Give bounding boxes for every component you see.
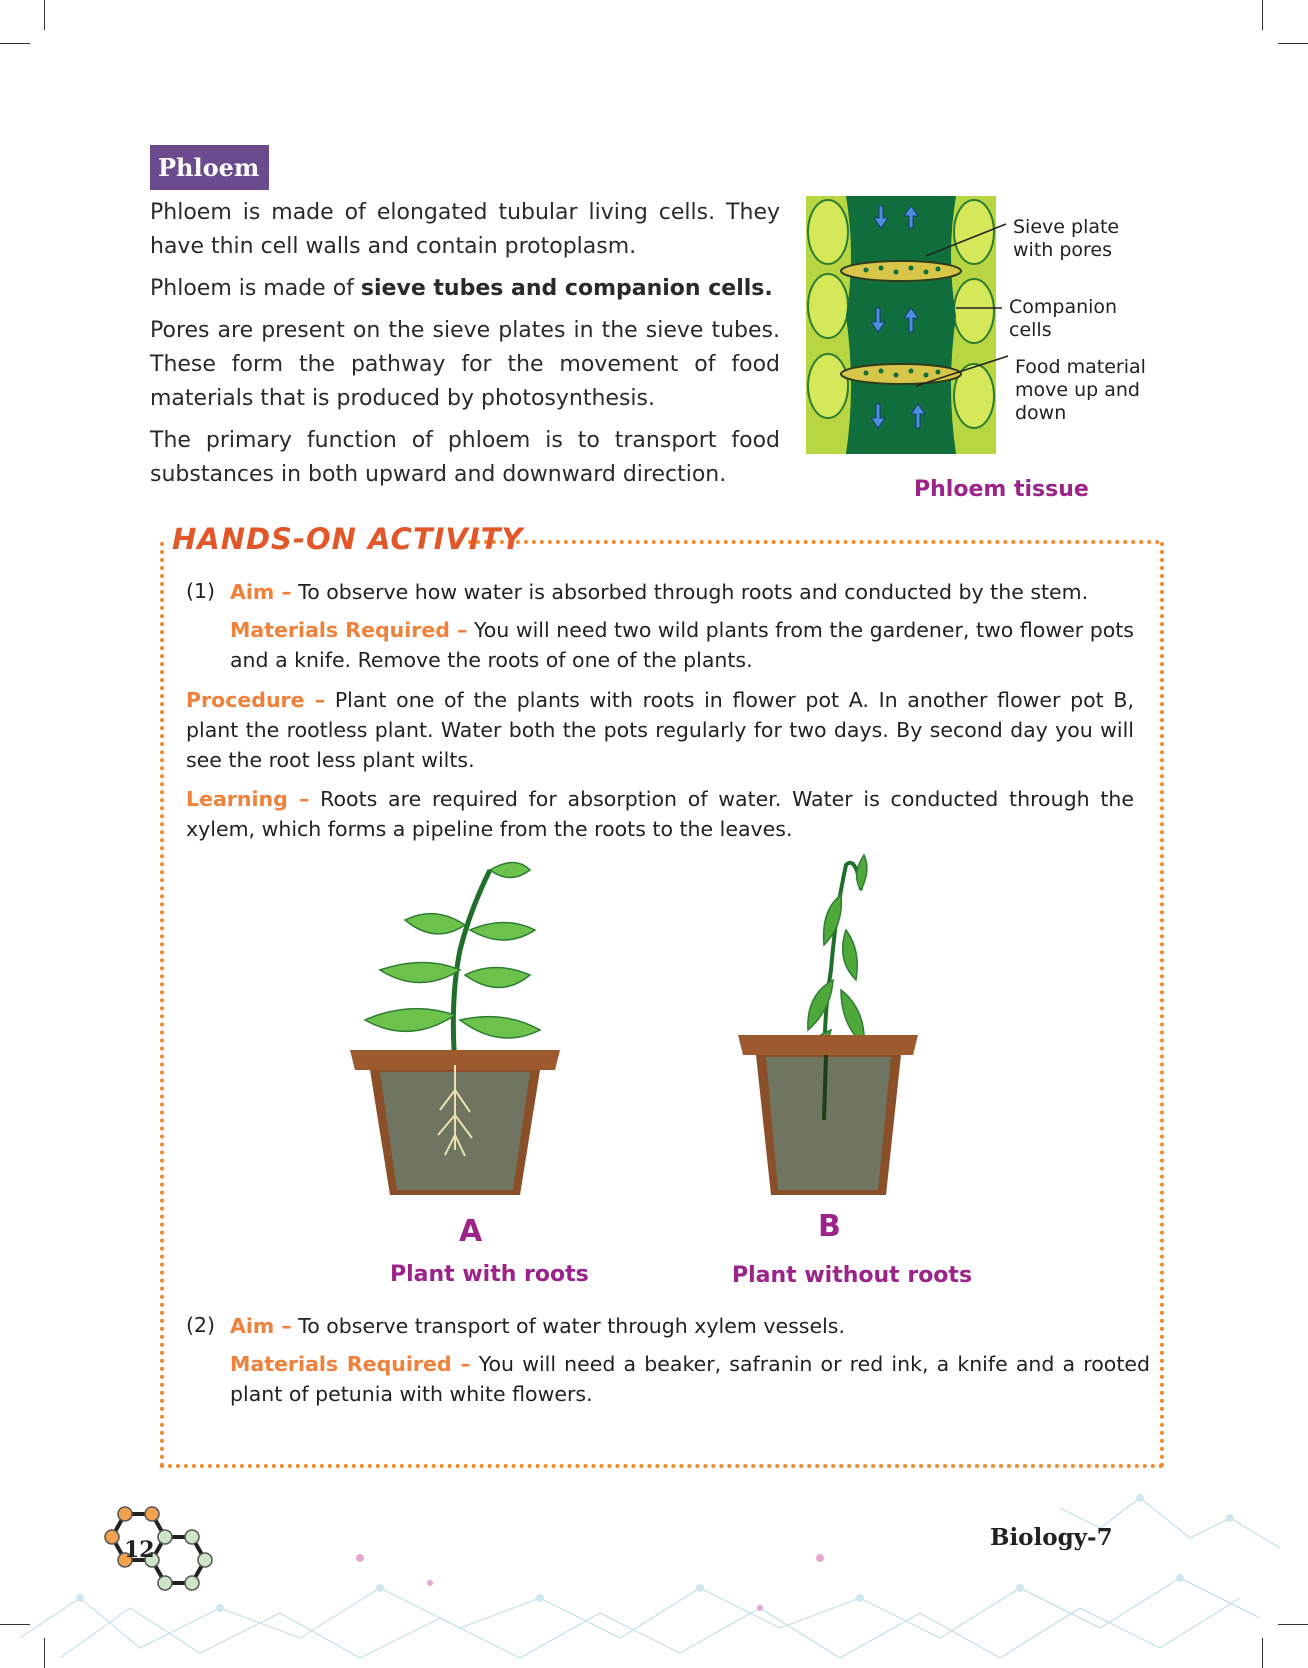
plant-a-illustration: [340, 850, 580, 1200]
intro-paragraph-2: [150, 272, 780, 306]
intro-p2-bold: sieve tubes and companion cells.: [360, 276, 773, 301]
label-sieve-plate: [1013, 216, 1119, 262]
label-food-line3: down: [1015, 402, 1067, 424]
intro-paragraph-4: The primary function of phloem is to transport food substances in both upward and downward direction.: [150, 428, 780, 487]
aim-text: To observe how water is absorbed through roots and conducted by the stem.: [291, 580, 1089, 604]
crop-mark: [44, 0, 45, 30]
phloem-diagram: [806, 196, 996, 454]
intro-paragraph-3: Pores are present on the sieve plates in the sieve tubes. These form the pathway for the movement of food materials that is produced by photosynthesis.: [150, 318, 780, 411]
activity-title: HANDS-ON ACTIVITY: [172, 522, 524, 556]
aim-label: Aim –: [230, 580, 292, 604]
section-title: Phloem: [150, 145, 269, 190]
learning-label: Learning –: [186, 787, 310, 811]
label-food-material: [1015, 356, 1146, 425]
item-2-materials: [230, 1349, 1150, 1409]
crop-mark: [1278, 43, 1308, 44]
plant-b-caption: Plant without roots: [732, 1263, 973, 1288]
label-companion-line1: Companion: [1009, 296, 1118, 318]
intro-paragraph-1: Phloem is made of elongated tubular living cells. They have thin cell walls and contain protoplasm.: [150, 200, 780, 259]
item-1-procedure: [186, 685, 1134, 775]
book-title: [990, 1524, 1113, 1551]
crop-mark: [0, 43, 30, 44]
book-number: 7: [1096, 1524, 1113, 1551]
materials-text: You will need two wild plants from the gardener, two flower pots and a knife. Remove the roots of one of the plants.: [230, 618, 1134, 672]
item-1-learning: [186, 784, 1134, 844]
learning-text: Roots are required for absorption of water. Water is conducted through the xylem, which forms a pipeline from the roots to the leaves.: [186, 787, 1134, 841]
plant-a-caption: Plant with roots: [390, 1262, 589, 1287]
label-companion-cells: [1009, 296, 1117, 342]
page-number: 12: [124, 1537, 155, 1563]
procedure-text: Plant one of the plants with roots in flower pot A. In another flower pot B, plant the rootless plant. Water both the pots regularly for two days. By second day you will see the root less plant wilts.: [186, 688, 1134, 772]
item-2-number: (2): [186, 1313, 216, 1337]
aim-text: To observe transport of water through xylem vessels.: [291, 1314, 845, 1338]
label-food-line2: move up and: [1015, 379, 1140, 401]
label-sieve-line1: Sieve plate: [1013, 216, 1120, 238]
procedure-label: Procedure –: [186, 688, 326, 712]
intro-text: [150, 196, 780, 500]
page-number-badge: [90, 1502, 240, 1612]
phloem-caption: Phloem tissue: [914, 477, 1089, 502]
item-1-materials: [230, 615, 1134, 675]
materials-label: Materials Required –: [230, 618, 468, 642]
item-2-aim: [230, 1311, 1134, 1341]
item-1-number: (1): [186, 579, 216, 603]
phloem-figure: [806, 196, 1206, 506]
label-sieve-line2: with pores: [1013, 239, 1113, 261]
intro-p2-text: Phloem is made of: [150, 276, 361, 301]
label-food-line1: Food material: [1015, 356, 1146, 378]
crop-mark: [1262, 0, 1263, 30]
book-title-text: Biology-: [990, 1524, 1097, 1551]
plant-b-illustration: [736, 850, 936, 1200]
plant-a-letter: A: [459, 1214, 483, 1249]
plant-b-letter: B: [818, 1209, 841, 1244]
materials-label: Materials Required –: [230, 1352, 471, 1376]
activity-top-border: [468, 540, 1160, 544]
materials-text: You will need a beaker, safranin or red ink, a knife and a rooted plant of petunia with white flowers.: [230, 1352, 1150, 1406]
label-companion-line2: cells: [1009, 319, 1052, 341]
aim-label: Aim –: [230, 1314, 292, 1338]
item-1-aim: [230, 577, 1134, 607]
